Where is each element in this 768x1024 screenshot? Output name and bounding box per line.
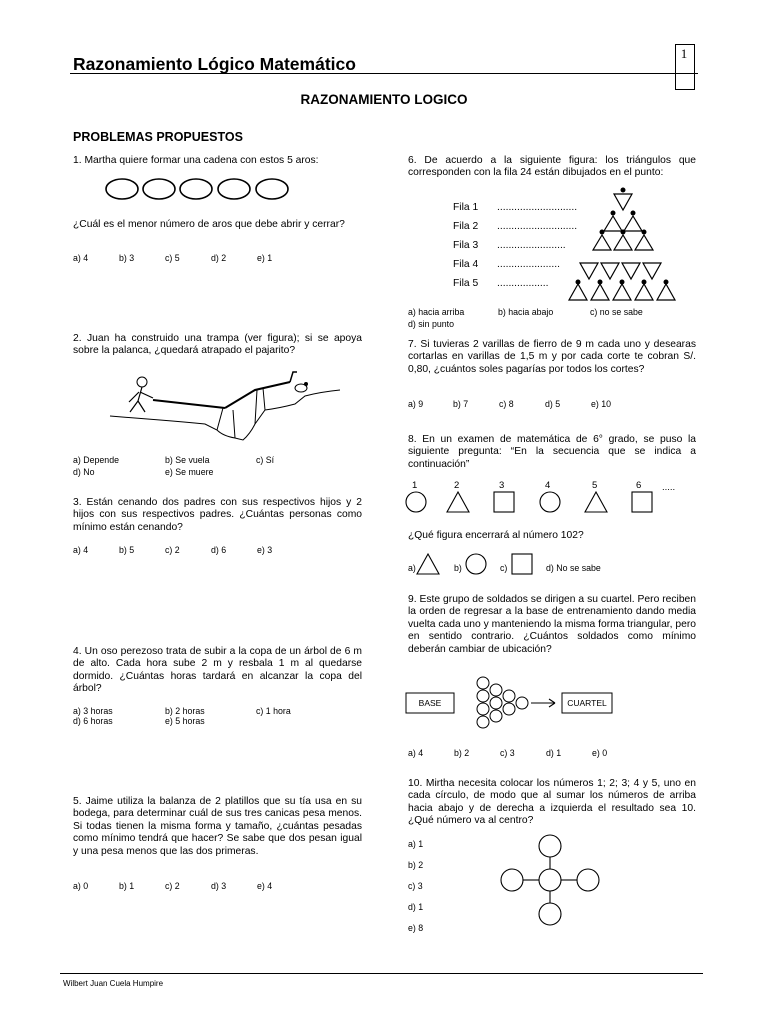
- option-d[interactable]: d) No: [73, 467, 95, 477]
- row-label-3: Fila 3: [453, 240, 479, 251]
- question-6-text: 6. De acuerdo a la siguiente figura: los triángulos que corresponden con la fila 24 están dibujados en el punto:: [408, 155, 696, 179]
- option-d[interactable]: d) No se sabe: [546, 563, 601, 573]
- question-8-text: 8. En un examen de matemática de 6° grado, se puso la siguiente pregunta: “En la secuencia que se indica a continuación”: [408, 434, 696, 470]
- sequence-number-2: 2: [454, 480, 460, 491]
- option-c[interactable]: c) 1 hora: [256, 706, 291, 716]
- dots-row-5: ..................: [497, 278, 549, 289]
- page-number: 1: [680, 46, 688, 61]
- option-d[interactable]: d) 6 horas: [73, 716, 113, 726]
- question-10-text: 10. Mirtha necesita colocar los números 1; 2; 3; 4 y 5, uno en cada círculo, de modo que al sumar los números de arriba hacia abajo y de derecha a izquierda el resultado sea 10. ¿Qué número va al centro?: [408, 778, 696, 827]
- option-c[interactable]: c) no se sabe: [590, 307, 643, 317]
- base-label: BASE: [418, 698, 442, 708]
- main-title-row: [0, 91, 768, 109]
- sequence-number-1: 1: [412, 480, 418, 491]
- option-d[interactable]: d) 2: [211, 253, 227, 263]
- row-label-1: Fila 1: [453, 202, 479, 213]
- question-5-text: 5. Jaime utiliza la balanza de 2 platillos que su tía usa en su bodega, para determinar cuál de sus tres canicas pesa menos. Si todas tienen la misma forma y tamaño, ¿cuántas pesadas como mínimo tendrá que hacer? Se sabe que dos pesan igual y una pesa menos que las dos primeras.: [73, 796, 362, 857]
- option-d[interactable]: d) 5: [545, 399, 561, 409]
- option-d[interactable]: d) 3: [211, 881, 227, 891]
- option-b[interactable]: b) Se vuela: [165, 455, 210, 465]
- question-7-text: 7. Si tuvieras 2 varillas de fierro de 9 m cada uno y desearas cortarlas en varillas de 1,5 m y por cada corte te cobran S/. 0,80, ¿cuántos soles pagarías por todos los cortes?: [408, 339, 696, 375]
- sequence-number-6: 6: [636, 480, 642, 491]
- cuartel-label: CUARTEL: [567, 698, 607, 708]
- option-c[interactable]: c) 5: [165, 253, 180, 263]
- option-b[interactable]: b) 2: [454, 748, 470, 758]
- question-1-subtext: ¿Cuál es el menor número de aros que debe abrir y cerrar?: [73, 219, 345, 230]
- dots-row-2: ............................: [497, 221, 578, 232]
- option-d[interactable]: d) sin punto: [408, 319, 454, 329]
- triangle-pyramid-figure: [560, 186, 690, 302]
- section-title: PROBLEMAS PROPUESTOS: [73, 130, 243, 144]
- option-b[interactable]: b) 2 horas: [165, 706, 205, 716]
- option-e[interactable]: e) 1: [257, 253, 273, 263]
- cross-circles-figure: [495, 833, 605, 933]
- option-e[interactable]: e) 3: [257, 545, 273, 555]
- option-d[interactable]: d) 1: [546, 748, 562, 758]
- main-title: RAZONAMIENTO LOGICO: [300, 92, 468, 107]
- option-c[interactable]: c) 2: [165, 545, 180, 555]
- footer-divider: [60, 973, 703, 974]
- footer-author: Wilbert Juan Cuela Humpire: [63, 979, 164, 988]
- option-b[interactable]: b) 2: [408, 860, 424, 870]
- option-c[interactable]: c): [500, 563, 508, 573]
- header-title: Razonamiento Lógico Matemático: [73, 54, 356, 74]
- dots-row-1: ............................: [497, 202, 578, 213]
- option-a[interactable]: a) 3 horas: [73, 706, 113, 716]
- option-b[interactable]: b) 1: [119, 881, 135, 891]
- option-c[interactable]: c) 8: [499, 399, 514, 409]
- row-label-2: Fila 2: [453, 221, 479, 232]
- option-e[interactable]: e) 4: [257, 881, 273, 891]
- option-b[interactable]: b) 7: [453, 399, 469, 409]
- sequence-number-3: 3: [499, 480, 505, 491]
- sequence-ellipsis: .....: [662, 482, 676, 493]
- option-d[interactable]: d) 6: [211, 545, 227, 555]
- option-c[interactable]: c) Sí: [256, 455, 275, 465]
- option-b[interactable]: b) 3: [119, 253, 135, 263]
- dots-row-4: ......................: [497, 259, 560, 270]
- option-b[interactable]: b) hacia abajo: [498, 307, 554, 317]
- sequence-number-5: 5: [592, 480, 598, 491]
- row-label-5: Fila 5: [453, 278, 479, 289]
- question-8-subtext: ¿Qué figura encerrará al número 102?: [408, 530, 584, 541]
- answer-shapes: [415, 553, 535, 575]
- row-label-4: Fila 4: [453, 259, 479, 270]
- option-a[interactable]: a) 4: [408, 748, 424, 758]
- option-c[interactable]: c) 3: [500, 748, 515, 758]
- option-b[interactable]: b): [454, 563, 462, 573]
- question-9-text: 9. Este grupo de soldados se dirigen a su cuartel. Pero reciben la orden de regresar a la base de entrenamiento dando media vuelta cada uno y manteniendo la misma forma triangular, pero en sentido contrario. ¿Cuántos soldados como mínimo deberán cambiar de ubicación?: [408, 594, 696, 655]
- sequence-figures: [403, 490, 663, 514]
- option-a[interactable]: a) 4: [73, 545, 89, 555]
- question-4-text: 4. Un oso perezoso trata de subir a la copa de un árbol de 6 m de alto. Cada hora sube 2 m y resbala 1 m al quedarse dormido. ¿Cuántas horas tardará en alcanzar la copa del árbol?: [73, 646, 362, 695]
- rings-figure: [105, 178, 295, 202]
- option-c[interactable]: c) 2: [165, 881, 180, 891]
- dots-row-3: ........................: [497, 240, 566, 251]
- option-a[interactable]: a) 4: [73, 253, 89, 263]
- question-3-text: 3. Están cenando dos padres con sus respectivos hijos y 2 hijos con sus respectivos padres. ¿Cuántas personas como mínimo están cenando?: [73, 497, 362, 533]
- option-e[interactable]: e) 5 horas: [165, 716, 205, 726]
- option-d[interactable]: d) 1: [408, 902, 424, 912]
- question-1-text: 1. Martha quiere formar una cadena con estos 5 aros:: [73, 155, 319, 166]
- option-b[interactable]: b) 5: [119, 545, 135, 555]
- sequence-number-4: 4: [545, 480, 551, 491]
- option-a[interactable]: a) 0: [73, 881, 89, 891]
- option-c[interactable]: c) 3: [408, 881, 423, 891]
- option-e[interactable]: e) 10: [591, 399, 612, 409]
- option-a[interactable]: a) 9: [408, 399, 424, 409]
- option-a[interactable]: a) 1: [408, 839, 424, 849]
- option-a[interactable]: a): [408, 563, 416, 573]
- option-e[interactable]: e) 0: [592, 748, 608, 758]
- option-a[interactable]: a) Depende: [73, 455, 119, 465]
- header-divider: [70, 73, 698, 74]
- option-a[interactable]: a) hacia arriba: [408, 307, 465, 317]
- question-2-text: 2. Juan ha construido una trampa (ver figura); si se apoya sobre la palanca, ¿quedará atrapado el pajarito?: [73, 333, 362, 357]
- option-e[interactable]: e) 8: [408, 923, 424, 933]
- option-e[interactable]: e) Se muere: [165, 467, 214, 477]
- trap-illustration: [105, 368, 350, 443]
